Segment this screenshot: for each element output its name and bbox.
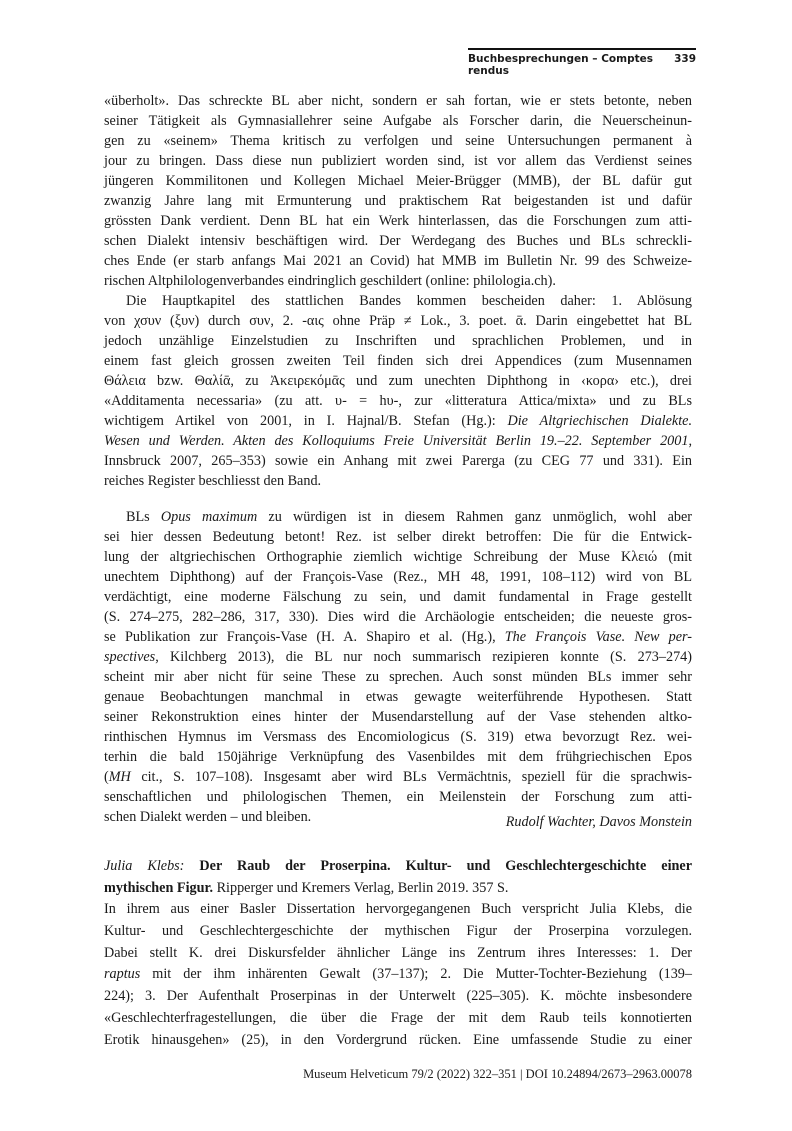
text-segment: einem fast gleich grossen zweiten Teil finden sich drei Appendices (zum Musennamen — [104, 353, 692, 369]
text-segment: jedoch unzählige Einzelstudien zu Inschriften und sprachlichen Problemen, und in — [104, 333, 692, 349]
text-segment: seiner Rekonstruktion eines hinter der Musendarstellung auf der Vase stehenden altko- — [104, 709, 692, 725]
text-segment: schen Dialekt intensiv beschäftigen wird. Der Werdegang des Buches und BLs schreckli- — [104, 233, 692, 249]
text-line — [104, 251, 692, 271]
text-line — [104, 391, 692, 411]
text-line — [104, 767, 692, 787]
text-segment: sei hier dessen Bedeutung betont! Rez. ist selber direkt betroffen: Die für die Entwick- — [104, 529, 692, 545]
text-line — [104, 111, 692, 131]
text-segment: senschaftlichen und philologischen Themen, ein Meilenstein der Forschung zum atti- — [104, 789, 692, 805]
text-line — [104, 171, 692, 191]
text-line — [104, 878, 692, 900]
text-line — [104, 431, 692, 451]
text-line — [104, 687, 692, 707]
text-line — [104, 471, 692, 491]
text-segment: schen Dialekt werden – und bleiben. — [104, 809, 312, 825]
text-segment: cit., S. 107–108). Insgesamt aber wird BLs Vermächtnis, speziell für die sprachwis- — [130, 769, 692, 785]
page-number: 339 — [674, 53, 696, 65]
paragraph-3 — [104, 507, 692, 827]
text-line — [104, 667, 692, 687]
text-line — [104, 151, 692, 171]
review-signature: Rudolf Wachter, Davos Monstein — [505, 814, 692, 830]
text-segment: verdächtigt, eine moderne Fälschung zu sein, und damit fundamental in Frage gestellt — [104, 589, 692, 605]
text-segment: gen zu «seinem» Thema kritisch zu verfolgen und seine Untersuchungen permanent à — [104, 133, 692, 149]
text-line — [104, 587, 692, 607]
text-line — [104, 311, 692, 331]
text-line — [104, 211, 692, 231]
italic-text: Die Altgriechischen Dialekte. — [507, 413, 692, 429]
text-segment: In ihrem aus einer Basler Dissertation hervorgegangenen Buch verspricht Julia Klebs, die — [104, 901, 692, 918]
text-segment: Ripperger und Kremers Verlag, Berlin 2019. 357 S. — [213, 879, 509, 896]
text-segment: Die Hauptkapitel des stattlichen Bandes kommen bescheiden daher: 1. Ablösung — [126, 293, 692, 309]
text-line — [104, 1008, 692, 1030]
text-line — [104, 411, 692, 431]
text-segment: genaue Beobachtungen manchmal in etwas gewagte weiterführende Hypothesen. Statt — [104, 689, 692, 705]
text-segment: Innsbruck 2007, 265–353) sowie ein Anhang mit zwei Parerga (zu CEG 77 und 331). Ein — [104, 453, 692, 469]
text-line — [104, 567, 692, 587]
text-line — [104, 964, 692, 986]
text-line — [104, 856, 692, 878]
text-segment: «Additamenta necessaria» (zu att. υ- = hυ-, zur «litteratura Attica/mixta» und zu BLs — [104, 393, 692, 409]
text-line — [104, 331, 692, 351]
text-line — [104, 351, 692, 371]
running-header — [468, 48, 696, 77]
text-segment: , Kilchberg 2013), die BL nur noch summarisch rezipieren konnte (S. 273–274) — [155, 649, 692, 665]
text-segment: seiner Tätigkeit als Gymnasiallehrer seine Aufgabe als Forscher darin, die Neuerscheinun- — [104, 113, 692, 129]
text-segment: ches Ende (er starb anfangs Mai 2021 an Covid) hat MMB im Bulletin Nr. 99 des Schweize- — [104, 253, 692, 269]
text-segment: «überholt». Das schreckte BL aber nicht, sondern er sah fortan, wie er stets betonte, neben — [104, 93, 692, 109]
text-segment: lung der altgriechischen Orthographie ziemlich wichtige Schreibung der Muse Κλειώ (mit — [104, 549, 692, 565]
text-segment: , — [688, 433, 692, 449]
text-segment: rischen Altphilologenverbandes eindringlich geschildert (online: philologia.ch). — [104, 273, 556, 289]
text-segment: unechtem Diphthong) auf der François-Vase (Rez., MH 48, 1991, 108–112) wird von BL — [104, 569, 692, 585]
paragraph-1 — [104, 91, 692, 291]
text-line — [104, 131, 692, 151]
text-line — [104, 231, 692, 251]
italic-text: raptus — [104, 966, 141, 983]
text-segment: mit der ihm inhärenten Gewalt (37–137); 2. Die Mutter-Tochter-Beziehung (139– — [140, 966, 692, 983]
text-segment: 224); 3. Der Aufenthalt Proserpinas in der Unterwelt (225–305). K. möchte insbesondere — [104, 988, 692, 1005]
text-line — [104, 727, 692, 747]
text-segment: ( — [104, 769, 109, 785]
bold-text: Der Raub der Proserpina. Kultur- und Geschlechtergeschichte einer — [199, 858, 692, 874]
text-segment: Erotik hinausgehen» (25), in den Vordergrund rücken. Eine umfassende Studie zu einer — [104, 1031, 692, 1048]
text-line — [104, 547, 692, 567]
text-line — [104, 747, 692, 767]
text-segment: reiches Register beschliesst den Band. — [104, 473, 322, 489]
text-line — [104, 627, 692, 647]
text-line — [104, 899, 692, 921]
text-line — [104, 527, 692, 547]
italic-text: spectives — [104, 649, 156, 665]
text-line — [104, 787, 692, 807]
text-line — [104, 607, 692, 627]
text-segment: Dabei stellt K. drei Diskursfelder ähnlicher Länge ins Zentrum ihres Interesses: 1. Der — [104, 944, 692, 961]
text-segment: zu würdigen ist in diesem Rahmen ganz unmöglich, wohl aber — [257, 509, 693, 525]
text-segment: «Geschlechterfragestellungen, die über die Frage der mit dem Raub teils konnotierten — [104, 1009, 692, 1026]
text-line — [104, 943, 692, 965]
text-segment: terhin die bald 150jährige Verknüpfung des Vasenbildes mit dem frühgriechischen Epos — [104, 749, 692, 765]
text-segment: von χσυν (ξυν) durch συν, 2. -αις ohne Präp ≠ Lok., 3. poet. ᾱ. Darin eingebettet hat BL — [104, 313, 692, 329]
text-line — [104, 291, 692, 311]
italic-text: Opus maximum — [160, 509, 258, 525]
section-title: Buchbesprechungen – Comptes rendus — [468, 53, 653, 77]
text-segment: grössten Dank verdient. Denn BL hat ein Werk hinterlassen, das die Forschungen zum atti- — [104, 213, 692, 229]
text-line — [104, 986, 692, 1008]
text-segment: wichtigem Artikel von 2001, in I. Hajnal/B. Stefan (Hg.): — [104, 413, 508, 429]
text-line — [104, 271, 692, 291]
text-segment: (S. 274–275, 282–286, 317, 330). Dies wird die Archäologie entscheiden; die neueste gros- — [104, 609, 692, 625]
text-segment: zwanzig Jahre lang mit Ermunterung und praktischem Rat beigestanden ist und dafür — [104, 193, 692, 209]
italic-text: Wesen und Werden. Akten des Kolloquiums Freie Universität Berlin 19.–22. September 2001 — [104, 433, 689, 449]
text-segment: rinthischen Hymnus im Versmass des Encomiologicus (S. 319) etwa bevorzugt Rez. wei- — [104, 729, 692, 745]
text-segment: jour zu bringen. Dass diese nun publiziert worden sind, ist vor allem das Verdienst seines — [104, 153, 692, 169]
text-line — [104, 191, 692, 211]
text-line — [104, 451, 692, 471]
text-segment: jüngeren Kommilitonen und Kollegen Michael Meier-Brügger (MMB), der BL dafür gut — [104, 173, 692, 189]
text-segment: Kultur- und Geschlechtergeschichte der mythischen Figur der Proserpina vorzulegen. — [104, 923, 692, 940]
text-line — [104, 647, 692, 667]
text-segment: BLs — [126, 509, 161, 525]
italic-text: Julia Klebs: — [104, 858, 200, 874]
italic-text: MH — [108, 769, 131, 785]
text-line — [104, 507, 692, 527]
text-segment: scheint mir aber nicht für seine These zu sprechen. Auch sonst münden BLs immer sehr — [104, 669, 692, 685]
text-segment: se Publikation zur François-Vase (H. A. Shapiro et al. (Hg.), — [104, 629, 505, 645]
page-footer: Museum Helveticum 79/2 (2022) 322–351 | DOI 10.24894/2673–2963.00078 — [303, 1067, 692, 1081]
review-2 — [104, 856, 692, 1051]
bold-text: mythischen Figur. — [104, 879, 214, 896]
text-line — [104, 371, 692, 391]
italic-text: The François Vase. New per- — [504, 629, 693, 645]
paragraph-2 — [104, 291, 692, 491]
text-line — [104, 1030, 692, 1052]
text-line — [104, 91, 692, 111]
text-segment: Θάλεια bzw. Θαλίᾱ, zu Ἀκειρεκόμᾱς und zum unechten Diphthong in ‹κορα› etc.), drei — [104, 373, 692, 389]
text-line — [104, 921, 692, 943]
text-line — [104, 707, 692, 727]
